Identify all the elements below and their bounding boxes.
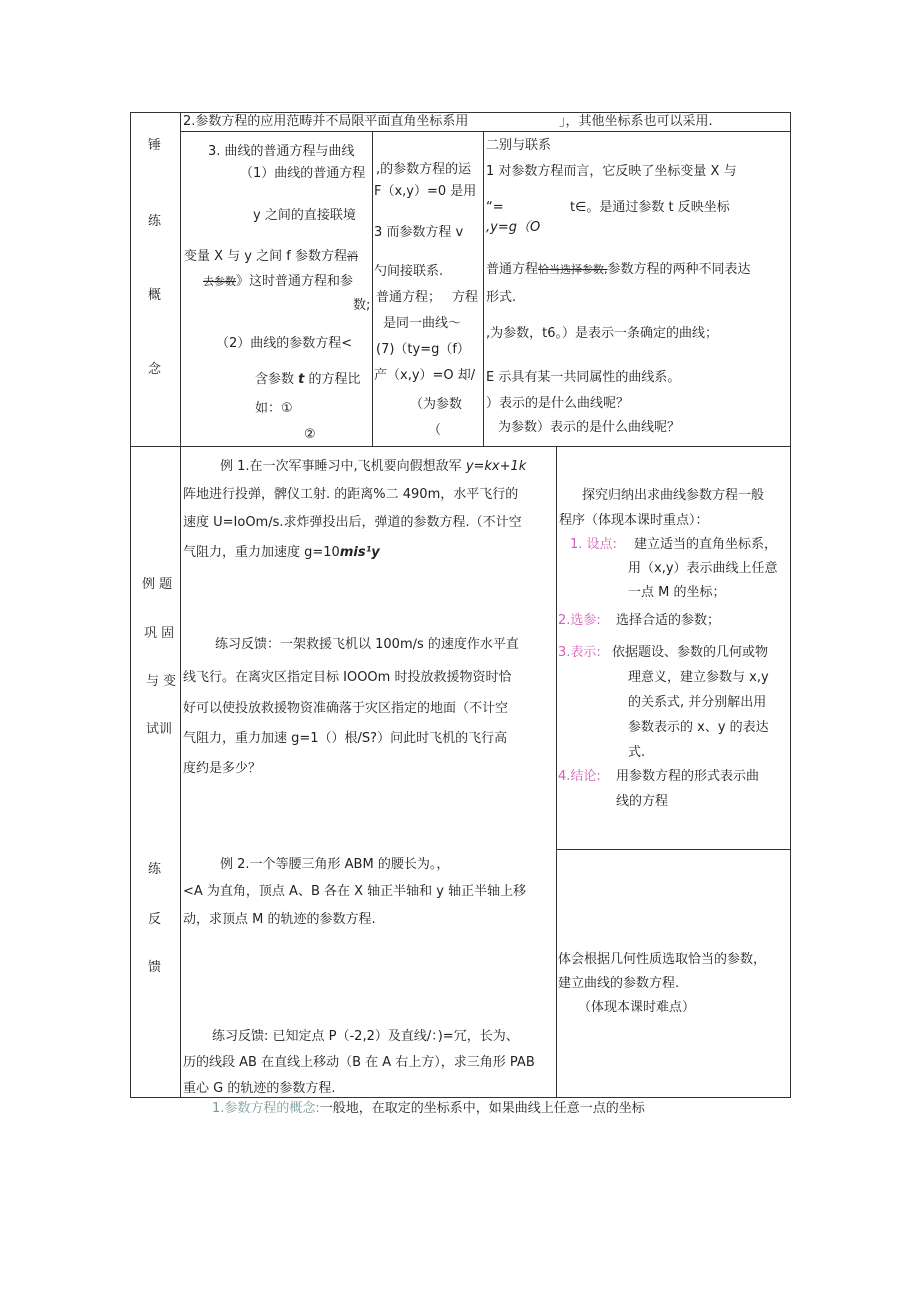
step-label: 4.结论: [558, 769, 601, 784]
step-text: 参数表示的 x、y 的表达 [628, 720, 769, 735]
side-label: 试训 [146, 722, 173, 737]
step-text: 式. [628, 745, 646, 760]
col-c-line: 形式. [486, 290, 517, 305]
side-label: 练 [148, 862, 162, 877]
row3-note: （体现本课时难点） [578, 1000, 696, 1015]
col-c-line: E 示具有某一共同属性的曲线系。 [486, 370, 681, 385]
col-a-line: ② [304, 427, 316, 442]
example-2-line: 例 2.一个等腰三角形 ABM 的腰长为。， [220, 857, 450, 872]
side-label: 概 [148, 288, 162, 303]
col-a-line: 如：① [255, 401, 293, 416]
practice-1-line: 练习反馈：一架救援飞机以 100m∕s 的速度作水平直 [215, 637, 519, 652]
top-row-subline [180, 131, 791, 132]
step-text: 一点 M 的坐标； [628, 585, 726, 600]
col-c-line: 1 对参数方程而言，它反映了坐标变量 X 与 [486, 164, 737, 179]
col-a-line: 含参数 t 的方程比 [255, 372, 361, 387]
col-divider-b [483, 131, 484, 446]
label-column-divider [180, 112, 181, 1098]
example-2-line: 动，求顶点 M 的轨迹的参数方程. [183, 912, 376, 927]
practice-2-line: 重心 G 的轨迹的参数方程. [183, 1081, 336, 1096]
step-text: 建立适当的直角坐标系， [634, 537, 778, 552]
example-1-line: 气阻力，重力加速度 g=10mis¹y [183, 545, 380, 560]
col-c-line: 二别与联系 [486, 138, 552, 153]
col-a-line: （1）曲线的普通方程 [240, 166, 366, 181]
example-1-line: 阵地进行投弹，髀仪工射. 的距离%二 490m，水平飞行的 [183, 487, 519, 502]
col-b-line: （ [428, 423, 442, 438]
step-label: 3.表示: [558, 645, 601, 660]
side-label: 与 变 [146, 674, 177, 689]
col-b-line: 勺间接联系. [374, 264, 444, 279]
step-text: 线的方程 [616, 794, 669, 809]
row-divider-2 [556, 849, 791, 850]
practice-2-line: 练习反馈: 已知定点 P（-2,2）及直线/：)=冗，长为、 [212, 1029, 519, 1044]
procedure-title: 程序（体现本课时重点）： [559, 513, 709, 528]
col-b-line: (7)（ty=g（f） [376, 342, 470, 357]
side-label: 念 [148, 362, 162, 377]
step-text: 用（x,y）表示曲线上任意 [628, 561, 778, 576]
col-b-line: 普通方程； [376, 290, 442, 305]
step-text: 依据题设、参数的几何或物 [612, 645, 769, 660]
col-c-line: ,y=g（O [486, 220, 541, 235]
practice-1-line: 气阻力，重力加速 g=1（）根/S?）问此时飞机的飞行高 [183, 731, 508, 746]
col-a-line: 3. 曲线的普通方程与曲线 [208, 144, 355, 159]
col-b-line: 3 而参数方程 v [374, 225, 464, 240]
item-2-text: 2.参数方程的应用范畴并不局限平面直角坐标系用 [183, 114, 469, 129]
col-c-line: ）表示的是什么曲线呢？ [486, 396, 630, 411]
side-label: 反 [148, 912, 162, 927]
side-label: 锤 [148, 138, 162, 153]
col-a-line: y 之间的直接联境 [253, 208, 356, 223]
col-b-line: 产（x,y）=O 却/ [374, 368, 476, 383]
col-a-line: 数; [353, 298, 371, 313]
step-text: 理意义，建立参数与 x,y [628, 670, 769, 685]
side-label: 馈 [148, 960, 162, 975]
example-2-line: <A 为直角，顶点 A、B 各在 X 轴正半轴和 y 轴正半轴上移 [183, 884, 527, 899]
table-border-left [130, 112, 131, 1098]
col-a-line: （2）曲线的参数方程< [216, 336, 353, 351]
row3-note: 建立曲线的参数方程. [558, 976, 680, 991]
footer-label: 1.参数方程的概念: [212, 1101, 320, 1116]
footer-line [212, 1101, 645, 1117]
row3-note: 体会根据几何性质选取恰当的参数， [558, 952, 767, 967]
col-b-line: 是同一曲线～ [383, 316, 462, 331]
content-right-divider [556, 446, 557, 1098]
footer-text: 一般地，在取定的坐标系中，如果曲线上任意一点的坐标 [319, 1101, 645, 1116]
side-label: 练 [148, 214, 162, 229]
practice-1-line: 好可以使投放救援物资准确落于灾区指定的地面（不计空 [183, 701, 509, 716]
col-c-line: t∈。是通过参数 t 反映坐标 [570, 200, 730, 215]
table-border-bottom [130, 1097, 791, 1098]
example-1-line: 速度 U=IoOm∕s.求炸弹投出后，弹道的参数方程.（不计空 [183, 515, 522, 530]
col-c-line: 为参数）表示的是什么曲线呢？ [498, 420, 681, 435]
step-label: 1. 设点: [570, 537, 617, 552]
procedure-title: 探究归纳出求曲线参数方程一般 [582, 488, 765, 503]
step-text: 选择合适的参数； [616, 613, 721, 628]
col-c-line: “= [486, 200, 504, 215]
col-b-line: （为参数 [410, 397, 463, 412]
example-1-line: 例 1.在一次军事睡习中,飞机要向假想敌军 y=kx+1k [220, 459, 527, 474]
table-border-right [790, 112, 791, 1098]
step-label: 2.选参: [558, 613, 601, 628]
step-text: 用参数方程的形式表示曲 [616, 769, 760, 784]
col-b-line: ,的参数方程的运 [376, 162, 472, 177]
col-a-line: 变量 X 与 y 之间 f 参数方程消 [184, 249, 358, 264]
step-text: 的关系式, 并分别解出用 [628, 695, 767, 710]
col-b-line: F（x,y）=0 是用 [374, 184, 477, 199]
col-divider-a [372, 131, 373, 446]
col-c-line: 普通方程恰当选择参数,参数方程的两种不同表达 [486, 262, 751, 277]
side-label: 巩 固 [144, 626, 175, 641]
practice-1-line: 线飞行。在离灾区指定目标 IOOOm 时投放救援物资时恰 [183, 670, 512, 685]
item-2-suffix: 」，其他坐标系也可以采用. [559, 114, 713, 129]
col-a-line: 去参数》这时普通方程和参 [203, 274, 354, 289]
side-label: 例 题 [142, 577, 173, 592]
table-border-top [130, 112, 791, 113]
col-b-line: 方程 [452, 290, 479, 305]
practice-1-line: 度约是多少？ [183, 761, 262, 776]
practice-2-line: 历的线段 AB 在直线上移动（B 在 A 右上方），求三角形 PAB [183, 1055, 535, 1070]
row-divider-1 [130, 446, 791, 447]
col-c-line: ,为参数，t6。）是表示一条确定的曲线； [486, 326, 719, 341]
